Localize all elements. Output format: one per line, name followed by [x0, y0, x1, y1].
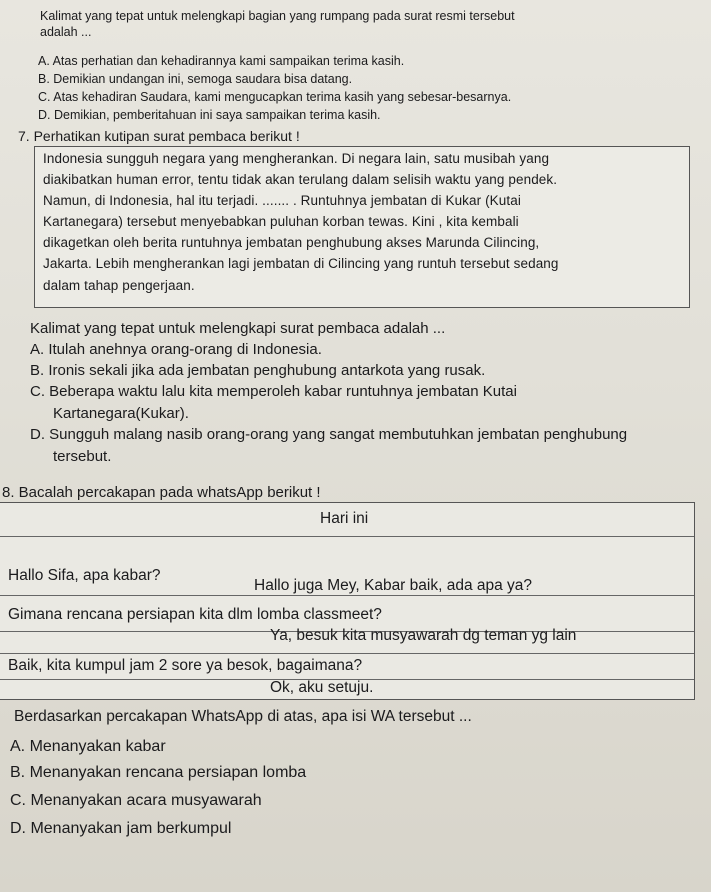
q7-passage-line: Kartanegara) tersebut menyebabkan puluhan korban tewas. Kini , kita kembali	[43, 214, 519, 229]
q7-passage-line: diakibatkan human error, tentu tidak akan terulang dalam selisih waktu yang pendek.	[43, 172, 558, 187]
chat-day-label: Hari ini	[320, 510, 369, 527]
q8-instruction: 8. Bacalah percakapan pada whatsApp berikut !	[2, 484, 321, 501]
q7-option-c-cont[interactable]: Kartanegara(Kukar).	[53, 405, 189, 422]
chat-divider	[0, 595, 694, 596]
q8-option-d[interactable]: D. Menanyakan jam berkumpul	[10, 820, 232, 837]
chat-message-right: Hallo juga Mey, Kabar baik, ada apa ya?	[254, 577, 533, 594]
q7-option-a[interactable]: A. Itulah anehnya orang-orang di Indonesia.	[30, 341, 322, 358]
q7-passage-line: Indonesia sungguh negara yang mengherankan. Di negara lain, satu musibah yang	[43, 151, 550, 166]
q6-option-a[interactable]: A. Atas perhatian dan kehadirannya kami sampaikan terima kasih.	[38, 54, 405, 68]
q7-passage-line: Jakarta. Lebih mengherankan lagi jembatan di Cilincing yang runtuh tersebut sedang	[43, 256, 559, 271]
chat-message-left: Baik, kita kumpul jam 2 sore ya besok, bagaimana?	[8, 657, 363, 674]
chat-divider	[0, 653, 694, 654]
chat-message-right: Ya, besuk kita musyawarah dg teman yg lain	[270, 627, 577, 644]
q7-passage-line: Namun, di Indonesia, hal itu terjadi. ....... . Runtuhnya jembatan di Kukar (Kutai	[43, 193, 521, 208]
q8-question: Berdasarkan percakapan WhatsApp di atas, apa isi WA tersebut ...	[14, 708, 472, 725]
chat-message-left: Gimana rencana persiapan kita dlm lomba classmeet?	[8, 606, 382, 623]
chat-message-left: Hallo Sifa, apa kabar?	[8, 567, 161, 584]
q6-option-c[interactable]: C. Atas kehadiran Saudara, kami mengucapkan terima kasih yang sebesar-besarnya.	[38, 90, 512, 104]
q8-option-b[interactable]: B. Menanyakan rencana persiapan lomba	[10, 764, 307, 781]
q6-stem-line-2: adalah ...	[40, 25, 92, 39]
q7-option-c[interactable]: C. Beberapa waktu lalu kita memperoleh kabar runtuhnya jembatan Kutai	[30, 383, 517, 400]
whatsapp-chat-box	[0, 502, 695, 700]
chat-divider	[0, 536, 694, 537]
q7-passage-line: dalam tahap pengerjaan.	[43, 278, 195, 293]
q6-option-b[interactable]: B. Demikian undangan ini, semoga saudara bisa datang.	[38, 72, 353, 86]
q6-stem-line-1: Kalimat yang tepat untuk melengkapi bagian yang rumpang pada surat resmi tersebut	[40, 9, 515, 23]
q7-option-d-cont[interactable]: tersebut.	[53, 448, 112, 465]
q7-option-d[interactable]: D. Sungguh malang nasib orang-orang yang sangat membutuhkan jembatan penghubung	[30, 426, 628, 443]
q7-option-b[interactable]: B. Ironis sekali jika ada jembatan penghubung antarkota yang rusak.	[30, 362, 486, 379]
q7-instruction: 7. Perhatikan kutipan surat pembaca berikut !	[18, 128, 300, 144]
q7-question: Kalimat yang tepat untuk melengkapi surat pembaca adalah ...	[30, 320, 446, 337]
q6-option-d[interactable]: D. Demikian, pemberitahuan ini saya sampaikan terima kasih.	[38, 108, 381, 122]
chat-message-right: Ok, aku setuju.	[270, 679, 374, 696]
q7-passage-box	[34, 146, 690, 308]
q7-passage-line: dikagetkan oleh berita runtuhnya jembatan penghubung akses Marunda Cilincing,	[43, 235, 540, 250]
q8-option-c[interactable]: C. Menanyakan acara musyawarah	[10, 792, 262, 809]
q8-option-a[interactable]: A. Menanyakan kabar	[10, 738, 166, 755]
